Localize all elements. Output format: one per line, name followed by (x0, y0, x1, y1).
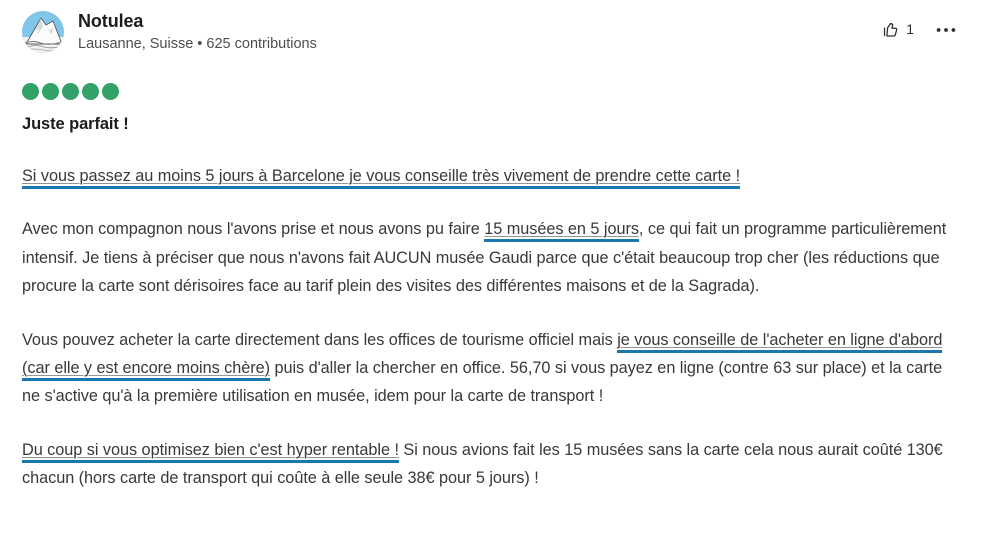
rating-bubble (22, 83, 39, 100)
review-text (22, 162, 960, 493)
review-text-segment: Vous pouvez acheter la carte directement dans les offices de tourisme officiel mais (22, 330, 618, 349)
highlighted-passage[interactable]: 15 musées en 5 jours (484, 220, 639, 242)
rating-bubbles (22, 82, 960, 100)
review-paragraph (22, 162, 960, 190)
highlighted-passage[interactable]: Du coup si vous optimisez bien c'est hyper rentable ! (22, 441, 399, 463)
rating-bubble (62, 83, 79, 100)
review-paragraph (22, 436, 960, 493)
highlighted-passage[interactable]: Si vous passez au moins 5 jours à Barcelone je vous conseille très vivement de prendre cette carte ! (22, 167, 740, 189)
helpful-vote-count: 1 (906, 21, 914, 37)
review-text-segment: , ce qui fait un programme particulièrement intensif. Je tiens à préciser que nous n'avons fait AUCUN musée Gaudi parce que c'était beaucoup trop cher (les réductions que procure la carte sont dérisoires face au tarif plein des visites des différentes maisons et de la Sagrada). (22, 220, 947, 296)
author-name[interactable]: Notulea (78, 11, 144, 31)
review-text-segment: Si nous avions fait les 15 musées sans la carte cela nous aurait coûté 130€ chacun (hors carte de transport qui coûte à elle seule 38€ pour 5 jours) ! (22, 440, 943, 488)
mountain-avatar-icon (22, 11, 64, 53)
author-meta: Lausanne, Suisse • 625 contributions (78, 36, 317, 52)
rating-bubble (42, 83, 59, 100)
author-identity (78, 10, 317, 54)
highlighted-passage[interactable]: je vous conseille de l'acheter en ligne d'abord (car elle y est encore moins chère) (22, 331, 942, 381)
review-paragraph (22, 326, 960, 411)
review-paragraph (22, 215, 960, 300)
review-header (22, 10, 960, 64)
review-text-segment: puis d'aller la chercher en office. 56,70 si vous payez en ligne (contre 63 sur place) et la carte ne s'active qu'à la première utilisation en musée, idem pour la carte de transport ! (22, 359, 943, 406)
more-options-icon[interactable] (936, 27, 956, 33)
review-title[interactable]: Juste parfait ! (22, 115, 129, 133)
review-text-segment: Avec mon compagnon nous l'avons prise et nous avons pu faire (22, 220, 485, 239)
thumbs-up-icon[interactable] (882, 20, 901, 39)
helpful-vote-button[interactable] (882, 20, 914, 39)
rating-bubble (102, 83, 119, 100)
rating-bubble (82, 83, 99, 100)
avatar[interactable] (22, 11, 64, 53)
review-actions (882, 20, 956, 39)
